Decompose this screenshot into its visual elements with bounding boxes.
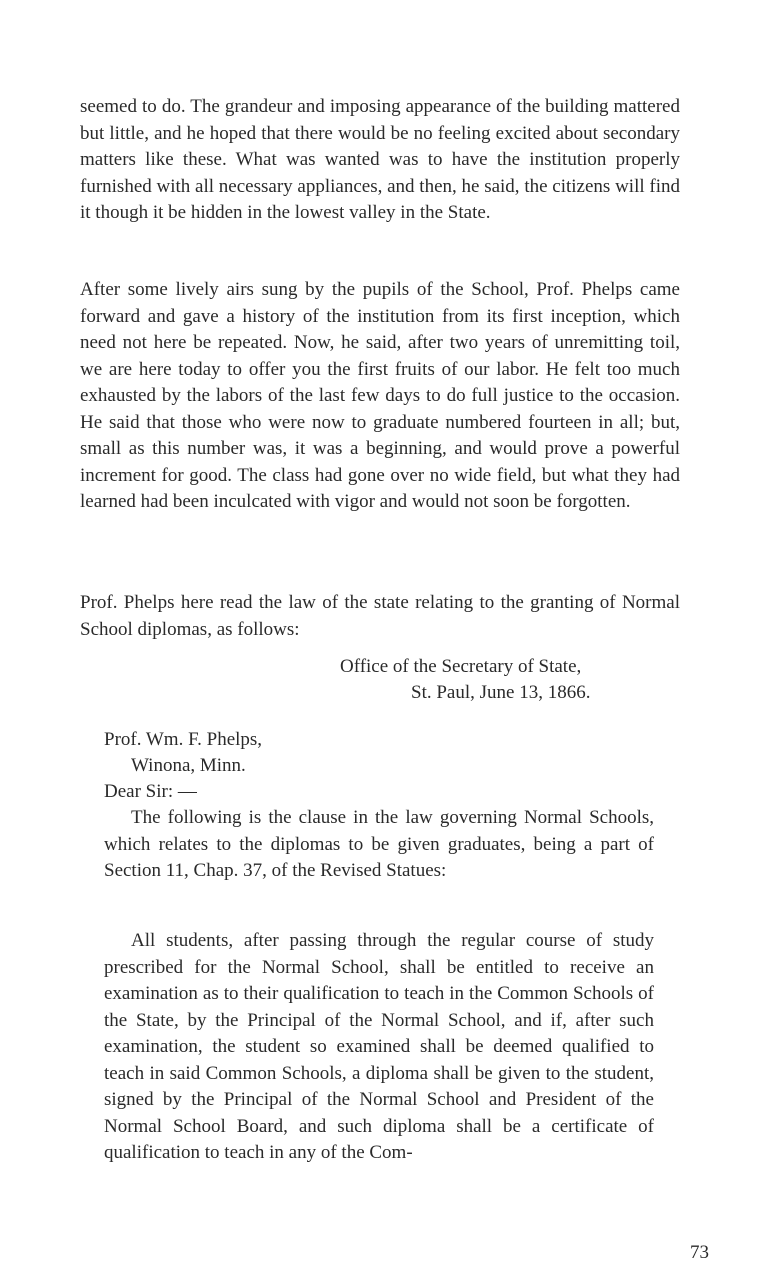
letter-paragraph: All students, after passing through the regular course of study prescribed for the Normal School, shall be entitled to receive an examination as to their qualification to teach in the Common Schools of the State, by the Principal of the Normal School, and if, after such examination, the student so examined shall be deemed qualified to teach in said Common Schools, a diploma shall be given to the student, signed by the Principal of the Normal School and President of the Normal School Board, and such diploma shall be a certificate of qualification to teach in any of the Com- <box>104 930 654 1163</box>
letter-office: Office of the Secretary of State, <box>340 656 582 677</box>
letter-date: St. Paul, June 13, 1866. <box>411 682 591 703</box>
body-paragraph: Prof. Phelps here read the law of the state relating to the granting of Normal School diplomas, as follows: <box>80 592 680 640</box>
body-paragraph: After some lively airs sung by the pupils of the School, Prof. Phelps came forward and gave a history of the institution from its first inception, which need not here be repeated. Now, he said, after two years of unremitting toil, we are here today to offer you the first fruits of our labor. He felt too much exhausted by the labors of the last few days to do full justice to the occasion. He said that those who were now to graduate numbered fourteen in all; but, small as this number was, it was a beginning, and would prove a powerful increment for good. The class had gone over no wide field, but what they had learned had been inculcated with vigor and would not soon be forgotten. <box>80 279 680 512</box>
letter-recipient-city: Winona, Minn. <box>131 755 246 776</box>
page-number: 73 <box>690 1242 709 1263</box>
letter-paragraph: The following is the clause in the law governing Normal Schools, which relates to the diplomas to be given graduates, being a part of Section 11, Chap. 37, of the Revised Statues: <box>104 807 654 881</box>
letter-salutation: Dear Sir: — <box>104 781 197 802</box>
body-paragraph: seemed to do. The grandeur and imposing appearance of the building mattered but little, and he hoped that there would be no feeling excited about secondary matters like these. What was wanted was to have the institution properly furnished with all necessary appliances, and then, he said, the citizens will find it though it be hidden in the lowest valley in the State. <box>80 96 680 223</box>
letter-recipient-name: Prof. Wm. F. Phelps, <box>104 729 263 750</box>
